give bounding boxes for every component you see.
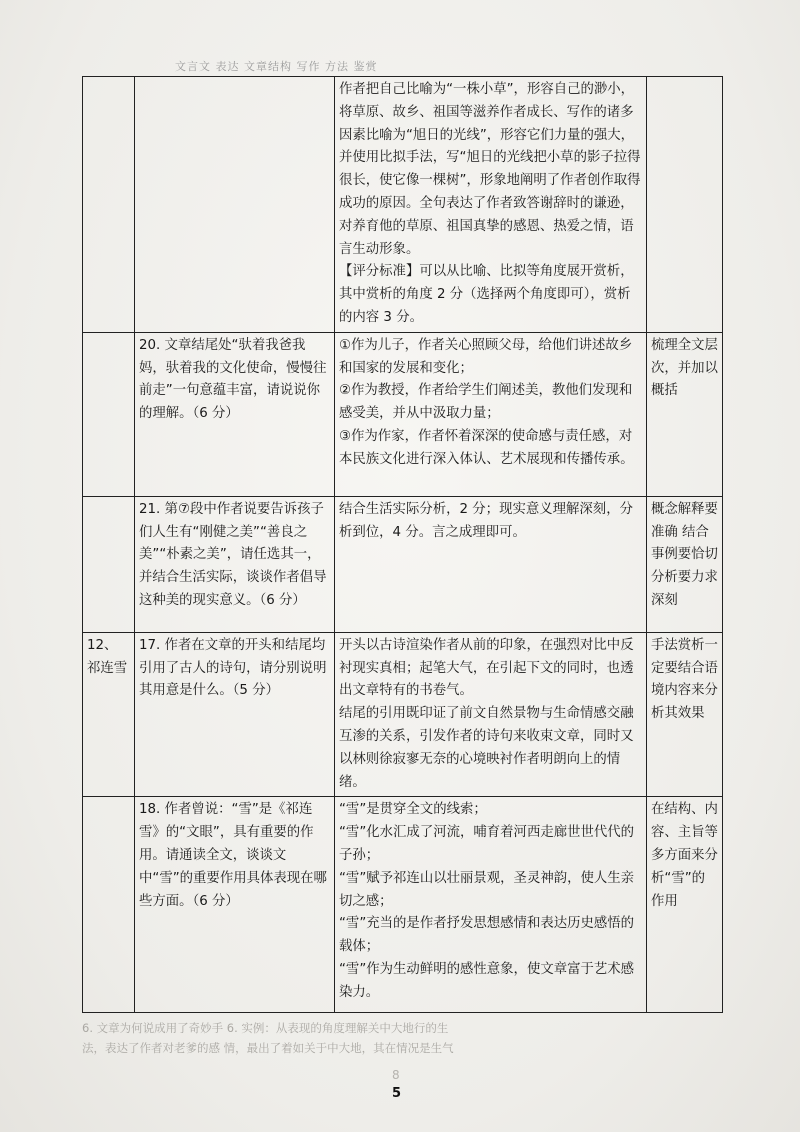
answer-paragraph: ①作为儿子，作者关心照顾父母，给他们讲述故乡和国家的发展和变化； xyxy=(339,337,633,376)
question-cell: 18. 作者曾说：“雪”是《祁连雪》的“文眼”，具有重要的作用。请通读全文，谈谈文中“雪”的重要作用具体表现在哪些方面。（6 分） xyxy=(135,797,335,1013)
answer-paragraph: “雪”作为生动鲜明的感性意象，使文章富于艺术感染力。 xyxy=(339,961,635,1000)
bleed-through-header: 文言文 表达 文章结构 写作 方法 鉴赏 xyxy=(175,60,378,73)
answer-paragraph: 结尾的引用既印证了前文自然景物与生命情感交融互渗的关系，引发作者的诗句来收束文章，同时又以林则徐寂寥无奈的心境映衬作者明朗向上的情绪。 xyxy=(339,706,634,790)
answer-cell xyxy=(335,797,647,1013)
answer-key-table xyxy=(82,76,723,1013)
answer-paragraph: “雪”充当的是作者抒发思想感情和表达历史感悟的载体； xyxy=(339,916,635,955)
answer-cell xyxy=(335,496,647,632)
table-row xyxy=(83,797,723,1013)
answer-paragraph: 结合生活实际分析，2 分；现实意义理解深刻，分析到位，4 分。言之成理即可。 xyxy=(339,501,633,540)
bleed-line: 法，表达了作者对老爹的感 情，最出了着如关于中大地，其在情况是生气 xyxy=(82,1041,454,1055)
text-label-cell xyxy=(83,496,135,632)
answer-cell xyxy=(335,332,647,496)
answer-paragraph: 【评分标准】可以从比喻、比拟等角度展开赏析，其中赏析的角度 2 分（选择两个角度即可），赏析的内容 3 分。 xyxy=(339,264,634,325)
skill-cell: 梳理全文层次，并加以概括 xyxy=(647,332,723,496)
table-row xyxy=(83,496,723,632)
answer-paragraph: 开头以古诗渲染作者从前的印象，在强烈对比中反衬现实真相；起笔大气，在引起下文的同时，也透出文章特有的书卷气。 xyxy=(339,637,634,699)
answer-cell xyxy=(335,632,647,797)
bleed-line: 6. 文章为何说成用了奇妙手 6. 实例：从表现的角度理解关中大地行的生 xyxy=(82,1021,449,1035)
skill-cell: 概念解释要准确 结合事例要恰切 分析要力求深刻 xyxy=(647,496,723,632)
table-row xyxy=(83,332,723,496)
answer-paragraph: ②作为教授，作者给学生们阐述美，教他们发现和感受美，并从中汲取力量； xyxy=(339,383,633,422)
text-label-cell xyxy=(83,332,135,496)
bleed-through-footer xyxy=(82,1018,722,1064)
question-cell xyxy=(135,77,335,333)
question-cell: 20. 文章结尾处“驮着我爸我妈，驮着我的文化使命，慢慢往前走”一句意蕴丰富，请说说你的理解。（6 分） xyxy=(135,332,335,496)
text-label-cell xyxy=(83,77,135,333)
answer-paragraph: ③作为作家，作者怀着深深的使命感与责任感，对本民族文化进行深入体认、艺术展现和传播传承。 xyxy=(339,428,634,467)
question-cell: 21. 第⑦段中作者说要告诉孩子们人生有“刚健之美”“善良之美”“朴素之美”，请任选其一，并结合生活实际，谈谈作者倡导这种美的现实意义。（6 分） xyxy=(135,496,335,632)
answer-paragraph: “雪”赋予祁连山以壮丽景观，圣灵神韵，使人生亲切之感； xyxy=(339,870,635,909)
answer-paragraph: 作者把自己比喻为“一株小草”，形容自己的渺小，将草原、故乡、祖国等滋养作者成长、写作的诸多因素比喻为“旭日的光线”，形容它们力量的强大，并使用比拟手法，写“旭日的光线把小草的影子拉得很长，使它像一棵树”，形象地阐明了作者创作取得成功的原因。全句表达了作者致答谢辞时的谦逊，对养育他的草原、祖国真挚的感恩、热爱之情，语言生动形象。 xyxy=(339,82,641,257)
text-label-cell xyxy=(83,797,135,1013)
bleed-through-page-number: 8 xyxy=(392,1068,400,1082)
table-row xyxy=(83,632,723,797)
skill-cell xyxy=(647,77,723,333)
skill-cell: 手法赏析一定要结合语境内容来分析其效果 xyxy=(647,632,723,797)
skill-cell: 在结构、内容、主旨等多方面来分析“雪”的作用 xyxy=(647,797,723,1013)
question-cell: 17. 作者在文章的开头和结尾均引用了古人的诗句，请分别说明其用意是什么。（5 分） xyxy=(135,632,335,797)
answer-cell xyxy=(335,77,647,333)
page-number: 5 xyxy=(392,1086,402,1101)
answer-paragraph: “雪”是贯穿全文的线索； xyxy=(339,802,487,818)
text-label-cell: 12、祁连雪 xyxy=(83,632,135,797)
answer-paragraph: “雪”化水汇成了河流，哺育着河西走廊世世代代的子孙； xyxy=(339,825,635,863)
table-row xyxy=(83,77,723,333)
